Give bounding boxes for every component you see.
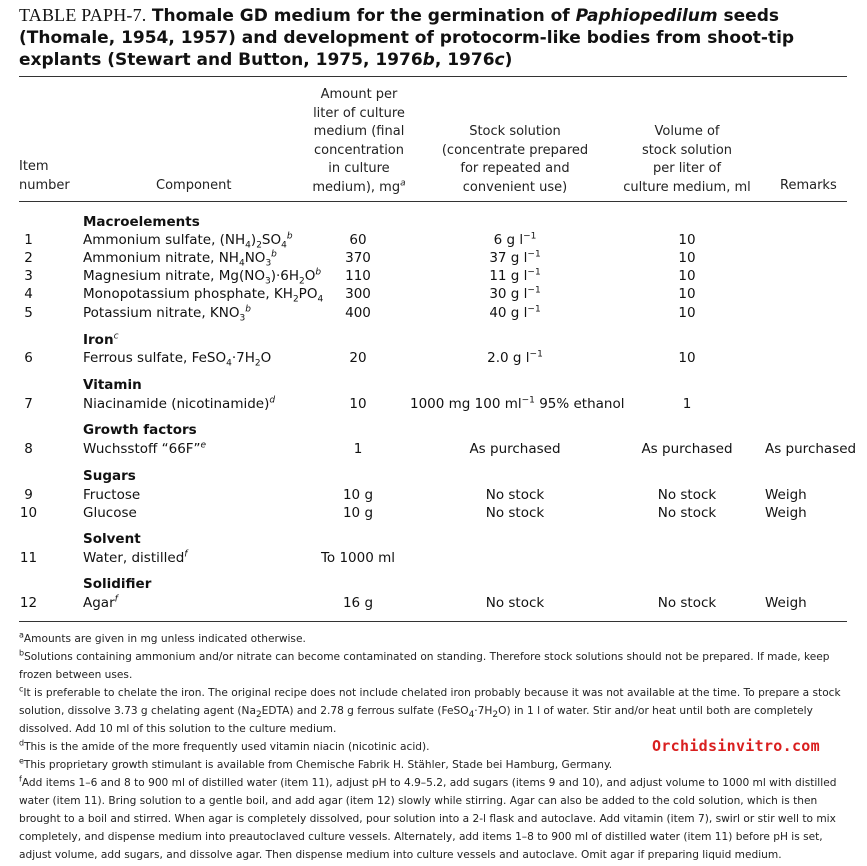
title-text: Thomale GD medium for the germination of Paphiopedilum seeds (Thomale, 1954, 1957) and development of protocorm-like bodies from shoot-tip explants (Stewart and Button, 1975, 1976b, 1976c) [19,6,795,70]
component-name: Fructose [83,487,141,503]
stock-solution-value: 30 g $l^{-1}$ [489,285,541,302]
header-component: Component [156,178,232,193]
item-number: 7 [24,396,33,412]
stock-solution-value: 1000 mg 100 $ml^{-1}$ 95% ethanol [410,395,625,412]
remarks-value: Weigh [765,595,807,611]
header-stock: Stock solution (concentrate prepared for repeated and convenient use) [441,124,589,195]
item-number: 3 [24,268,33,284]
amount-value: 20 [349,350,367,366]
component-name: Ammonium sulfate, $(NH_4)_2SO_4^b$ [83,231,293,251]
volume-value: 10 [678,286,696,302]
section-macroelements: Macroelements [83,214,200,230]
header-remarks: Remarks [780,178,837,193]
component-name: Monopotassium phosphate, $KH_2PO_4$ [83,286,324,305]
item-number: 9 [24,487,33,503]
volume-value: 10 [678,232,696,248]
section-iron: Iron$^c$ [83,331,119,348]
footnote-a: $^a$Amounts are given in mg unless indicated otherwise. [19,630,306,645]
amount-value: 10 g [342,505,374,521]
component-name: Agar$^f$ [83,594,118,611]
amount-value: 60 [349,232,367,248]
table-label: TABLE PAPH-7. [19,5,147,25]
remarks-value: As purchased [765,441,857,457]
item-number: 6 [24,350,33,366]
component-name: Glucose [83,505,137,521]
stock-solution-value: 37 g $l^{-1}$ [489,249,541,266]
item-number: 11 [19,550,38,566]
bottom-rule [19,621,847,622]
volume-value: 10 [678,268,696,284]
footnote-b: $^b$Solutions containing ammonium and/or nitrate can become contaminated on standing. Therefore stock solutions should not be prepared. If made, keep frozen between uses. [19,648,830,681]
section-vitamin: Vitamin [83,377,142,393]
footnote-f: $^f$Add items 1–6 and 8 to 900 ml of distilled water (item 11), adjust pH to 4.9–5.2, add sugars (items 9 and 10), and adjust volume to 1000 ml with distilled water (item 11). Bring solution to a gentle boil, and add agar (item 12) slowly while stirring. Agar can also be added to the cold solution, which is then brought to a boil and stirred. When agar is completely dissolved, pour solution into a 2-l flask and autoclave. Add vitamin (item 7), swirl or stir well to mix completely, and dispense medium into preautoclaved culture vessels. Alternately, add items 1–8 to 900 ml of distilled water (item 11) before pH is set, adjust volume, add sugars, and dissolve agar. Then dispense medium into culture vessels and autoclave. Omit agar if preparing liquid medium. [19,774,837,861]
remarks-value: Weigh [765,487,807,503]
stock-solution-value: No stock [485,505,545,521]
component-name: Ferrous sulfate, $FeSO_4\cdot 7H_2O$ [83,350,272,369]
item-number: 12 [19,595,38,611]
stock-solution-value: 2.0 g $l^{-1}$ [487,349,543,366]
item-number: 2 [24,250,33,266]
component-name: Water, distilled$^f$ [83,549,188,566]
item-number: 5 [24,305,33,321]
volume-value: No stock [657,595,717,611]
stock-solution-value: 11 g $l^{-1}$ [489,267,541,284]
amount-value: 370 [345,250,371,266]
volume-value: 10 [678,350,696,366]
footnote-c: $^c$It is preferable to chelate the iron. The original recipe does not include chelated iron probably because it was not available at the time. To prepare a stock solution, dissolve 3.73 g chelating agent $(Na_2EDTA)$ and 2.78 g ferrous sulfate $(FeSO_4\cdot 7H_2O)$ in 1 l of water. Stir and/or heat until both are completely dissolved. Add 10 ml of this solution to the culture medium. [19,684,841,735]
volume-value: No stock [657,487,717,503]
stock-solution-value: As purchased [469,441,561,457]
header-item: Item number [19,159,70,193]
footnote-e: $^e$This proprietary growth stimulant is available from Chemische Fabrik H. Stähler, Stade bei Hamburg, Germany. [19,756,613,771]
section-sugars: Sugars [83,468,136,484]
remarks-value: Weigh [765,505,807,521]
table-title [19,4,849,71]
stock-solution-value: No stock [485,487,545,503]
top-rule [19,76,847,77]
amount-value: 400 [345,305,371,321]
component-name: Wuchsstoff “66F”$^e$ [83,440,207,457]
amount-value: 110 [345,268,371,284]
amount-value: 300 [345,286,371,302]
stock-solution-value: 6 g $l^{-1}$ [493,231,537,248]
item-number: 8 [24,441,33,457]
header-rule [19,201,847,202]
item-number: 1 [24,232,33,248]
header-amount: Amount per liter of culture medium (final concentration in culture medium), $mg^a$ [312,87,406,195]
section-growth-factors: Growth factors [83,422,197,438]
amount-value: 16 g [342,595,374,611]
volume-value: No stock [657,505,717,521]
volume-value: 1 [682,396,692,412]
item-number: 4 [24,286,33,302]
component-name: Potassium nitrate, $KNO_3^b$ [83,304,251,324]
component-name: Ammonium nitrate, $NH_4NO_3^b$ [83,249,277,269]
section-solvent: Solvent [83,531,141,547]
volume-value: As purchased [641,441,733,457]
component-name: Magnesium nitrate, $Mg(NO_3)\cdot 6H_2O^b$ [83,267,322,287]
amount-value: 1 [353,441,363,457]
component-name: Niacinamide (nicotinamide)$^d$ [83,395,276,412]
watermark: Orchidsinvitro.com [652,737,820,755]
amount-value: 10 g [342,487,374,503]
amount-value: 10 [349,396,367,412]
section-solidifier: Solidifier [83,576,152,592]
amount-value: To 1000 ml [320,550,396,566]
stock-solution-value: No stock [485,595,545,611]
volume-value: 10 [678,305,696,321]
stock-solution-value: 40 g $l^{-1}$ [489,304,541,321]
footnote-d: $^d$This is the amide of the more frequently used vitamin niacin (nicotinic acid). [19,738,430,753]
item-number: 10 [19,505,38,521]
volume-value: 10 [678,250,696,266]
header-volume: Volume of stock solution per liter of culture medium, ml [623,124,751,195]
